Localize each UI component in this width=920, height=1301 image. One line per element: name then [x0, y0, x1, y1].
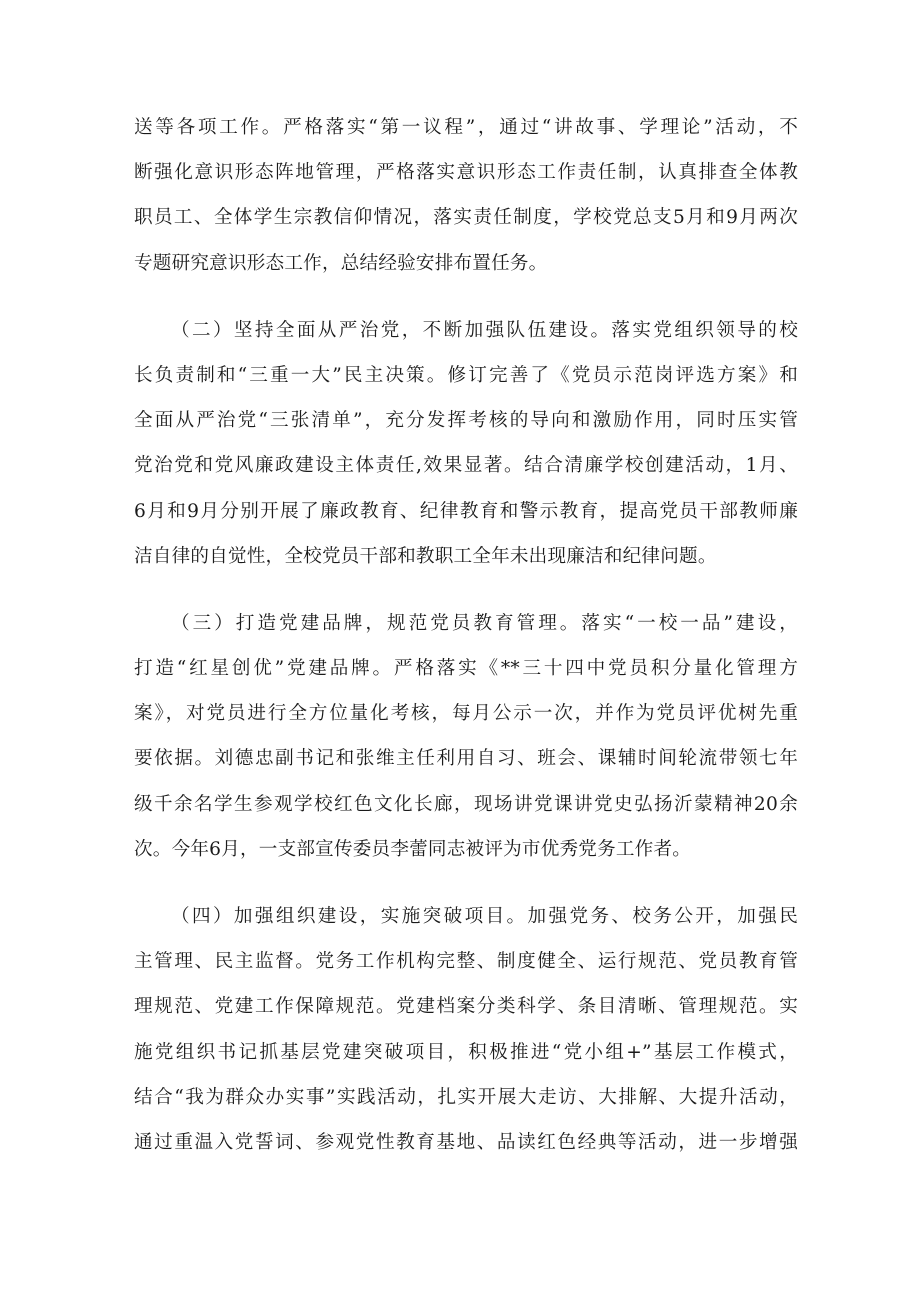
text-line: 结合“我为群众办实事”实践活动，扎实开展大走访、大排解、大提升活动，: [134, 1086, 798, 1108]
text-line: 次。今年6月，一支部宣传委员李蕾同志被评为市优秀党务工作者。: [134, 838, 692, 860]
text-line: 主管理、民主监督。党务工作机构完整、制度健全、运行规范、党员教育管: [134, 951, 798, 973]
document-body: [134, 105, 798, 1165]
text-line: 断强化意识形态阵地管理，严格落实意识形态工作责任制，认真排查全体教: [134, 162, 798, 184]
text-line: （三）打造党建品牌，规范党员教育管理。落实“一校一品”建设，: [171, 612, 798, 634]
text-line: 案》，对党员进行全方位量化考核，每月公示一次，并作为党员评优树先重: [134, 703, 798, 725]
paragraph-section-2: [134, 308, 798, 579]
text-line: （四）加强组织建设，实施突破项目。加强党务、校务公开，加强民: [171, 906, 798, 927]
text-line: 级千余名学生参观学校红色文化长廊，现场讲党课讲党史弘扬沂蒙精神20余: [134, 793, 798, 815]
text-line: 全面从严治党“三张清单”，充分发挥考核的导向和激励作用，同时压实管: [134, 410, 798, 432]
text-line: 打造“红星创优”党建品牌。严格落实《**三十四中党员积分量化管理方: [134, 658, 798, 680]
text-line: 党治党和党风廉政建设主体责任,效果显著。结合清廉学校创建活动，1月、: [134, 455, 798, 477]
text-line: 专题研究意识形态工作，总结经验安排布置任务。: [134, 252, 548, 274]
text-line: 通过重温入党誓词、参观党性教育基地、品读红色经典等活动，进一步增强: [134, 1131, 798, 1153]
paragraph-section-4: [134, 894, 798, 1165]
text-line: 洁自律的自觉性，全校党员干部和教职工全年未出现廉洁和纪律问题。: [134, 545, 717, 567]
paragraph-section-3: [134, 601, 798, 872]
text-line: 施党组织书记抓基层党建突破项目，积极推进“党小组+”基层工作模式，: [134, 1041, 798, 1063]
text-line: 长负责制和“三重一大”民主决策。修订完善了《党员示范岗评选方案》和: [134, 364, 798, 386]
text-line: 理规范、党建工作保障规范。党建档案分类科学、条目清晰、管理规范。实: [134, 996, 798, 1018]
text-line: 6月和9月分别开展了廉政教育、纪律教育和警示教育，提高党员干部教师廉: [134, 500, 798, 522]
text-line: 送等各项工作。严格落实“第一议程”，通过“讲故事、学理论”活动，不: [134, 117, 798, 138]
text-line: （二）坚持全面从严治党，不断加强队伍建设。落实党组织领导的校: [171, 319, 798, 341]
text-line: 要依据。刘德忠副书记和张维主任利用自习、班会、课辅时间轮流带领七年: [134, 748, 798, 770]
paragraph-continuation: [134, 105, 798, 286]
text-line: 职员工、全体学生宗教信仰情况，落实责任制度，学校党总支5月和9月两次: [134, 207, 798, 229]
